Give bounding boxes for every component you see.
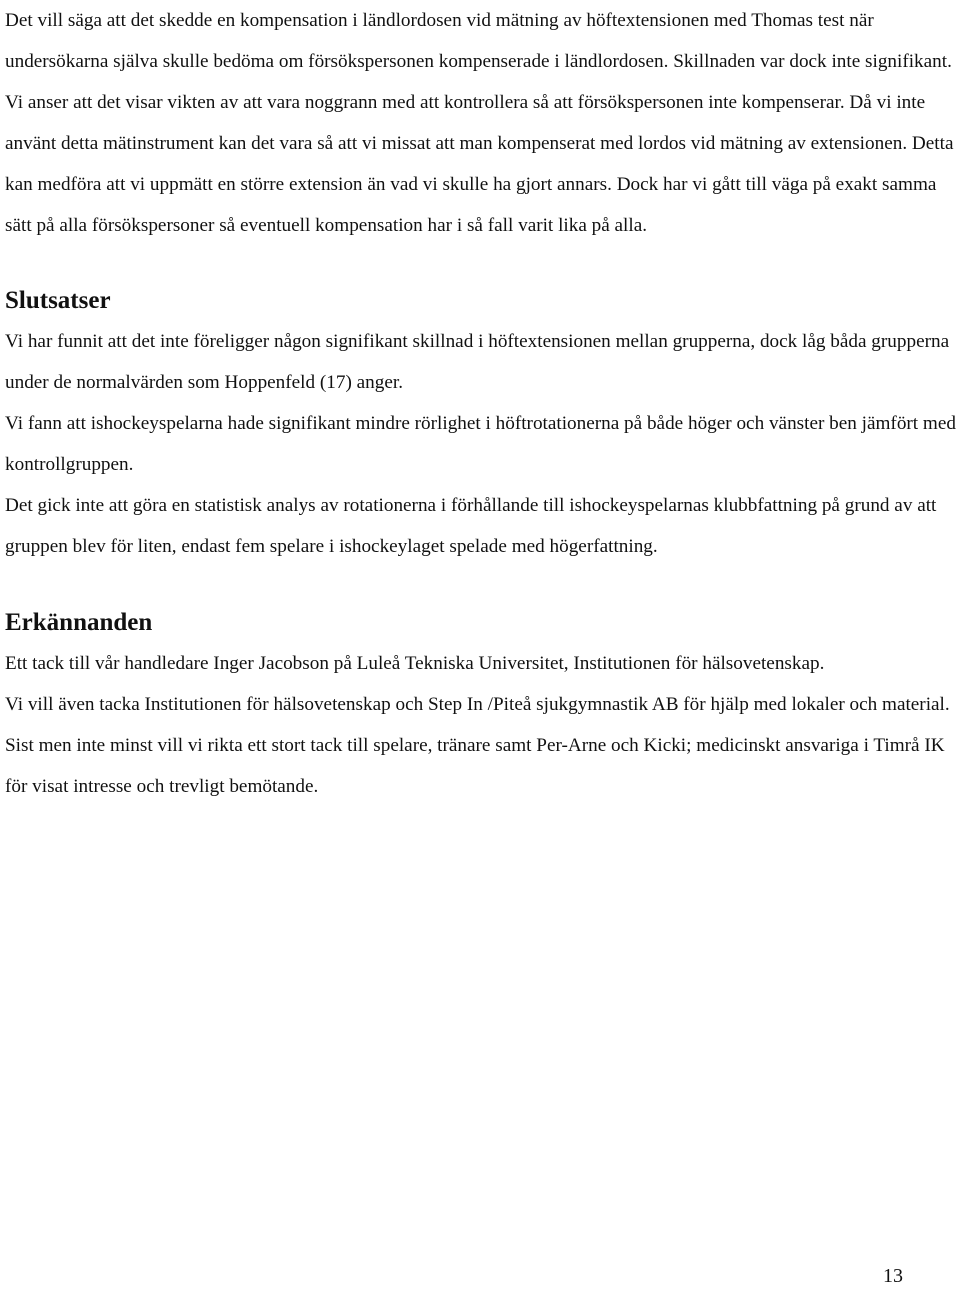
acknowledgement-paragraph-2: Vi vill även tacka Institutionen för hälsovetenskap och Step In /Piteå sjukgymnastik AB för hjälp med lokaler och material. [5, 694, 950, 715]
page-number: 13 [883, 1265, 903, 1287]
section-heading-acknowledgements: Erkännanden [5, 609, 153, 636]
acknowledgement-paragraph-3: Sist men inte minst vill vi rikta ett stort tack till spelare, tränare samt Per-Arne och Kicki; medicinskt ansvariga i Timrå IK för visat intresse och trevligt bemötande. [5, 735, 945, 797]
intro-paragraph: Det vill säga att det skedde en kompensation i ländlordosen vid mätning av höftextensionen med Thomas test när undersökarna själva skulle bedöma om försökspersonen kompenserade i ländlordosen. Skillnaden var dock inte signifikant. Vi anser att det visar vikten av att vara noggrann med att kontrollera så att försökspersonen inte kompenserar. Då vi inte använt detta mätinstrument kan det vara så att vi missat att man kompenserat med lordos vid mätning av extensionen. Detta kan medföra att vi uppmätt en större extension än vad vi skulle ha gjort annars. Dock har vi gått till väga på exakt samma sätt på alla försökspersoner så eventuell kompensation har i så fall varit lika på alla. [5, 10, 954, 236]
document-page [5, 0, 957, 807]
conclusion-paragraph-2: Vi fann att ishockeyspelarna hade signifikant mindre rörlighet i höftrotationerna på både höger och vänster ben jämfört med kontrollgruppen. [5, 413, 956, 475]
section-spacer [5, 567, 957, 603]
conclusion-paragraph-1: Vi har funnit att det inte föreligger någon signifikant skillnad i höftextensionen mellan grupperna, dock låg båda grupperna under de normalvärden som Hoppenfeld (17) anger. [5, 331, 950, 393]
acknowledgement-paragraph-1: Ett tack till vår handledare Inger Jacobson på Luleå Tekniska Universitet, Institutionen för hälsovetenskap. [5, 653, 825, 674]
section-heading-conclusions: Slutsatser [5, 287, 111, 314]
section-spacer [5, 246, 957, 281]
conclusion-paragraph-3: Det gick inte att göra en statistisk analys av rotationerna i förhållande till ishockeyspelarnas klubbfattning på grund av att gruppen blev för liten, endast fem spelare i ishockeylaget spelade med högerfattning. [5, 495, 937, 557]
